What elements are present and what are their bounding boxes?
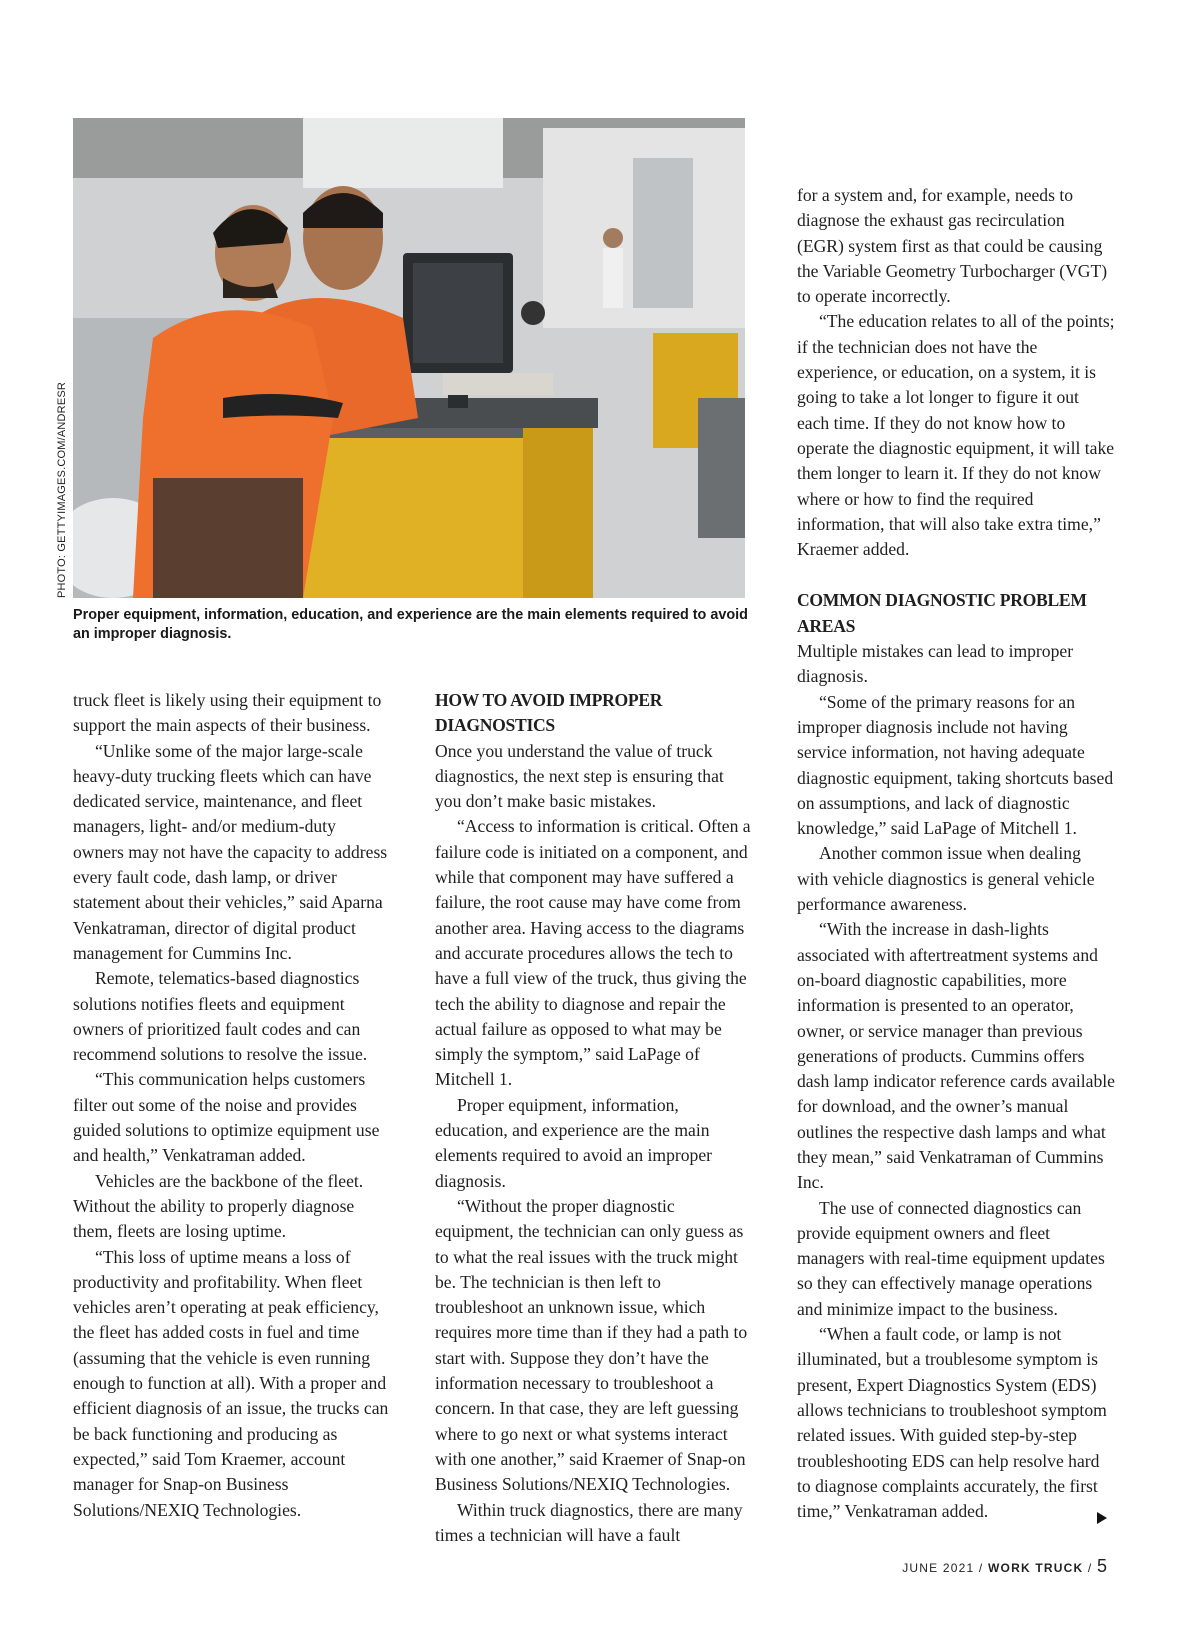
article-column-1 (73, 688, 391, 1523)
paragraph: “This loss of uptime means a loss of productivity and profitability. When fleet vehicles aren’t operating at peak efficiency, the fleet has added costs in fuel and time (assuming that the vehicle is even running enough to function at all). With a proper and efficient diagnosis of an issue, the trucks can be back functioning and producing as expected,” said Tom Kraemer, account manager for Snap-on Business Solutions/NEXIQ Technologies. (73, 1246, 389, 1520)
page-number: 5 (1096, 1556, 1107, 1576)
footer-separator: / (978, 1561, 984, 1575)
paragraph: “Some of the primary reasons for an improper diagnosis include not having service information, not having adequate diagnostic equipment, taking shortcuts based on assumptions, and lack of diagnostic knowledge,” said LaPage of Mitchell 1. (797, 691, 1114, 839)
article-column-3 (797, 183, 1115, 1524)
article-photo (73, 118, 745, 598)
page-footer (902, 1556, 1107, 1577)
paragraph: Proper equipment, information, education, and experience are the main elements required to avoid an improper diagnosis. (435, 1094, 713, 1191)
paragraph: “Without the proper diagnostic equipment, the technician can only guess as to what the real issues with the truck might be. The technician is then left to troubleshoot an unknown issue, which requires more time than if they had a path to start with. Suppose they don’t have the information necessary to troubleshoot a concern. In that case, they are left guessing where to go next or what systems interact with one another,” said Kraemer of Snap-on Business Solutions/NEXIQ Technologies. (435, 1195, 748, 1495)
issue-date: JUNE 2021 (902, 1561, 975, 1575)
article-column-2 (435, 688, 753, 1548)
paragraph: The use of connected diagnostics can provide equipment owners and fleet managers with real-time equipment updates so they can effectively manage operations and minimize impact to the business. (797, 1197, 1105, 1319)
paragraph: “The education relates to all of the points; if the technician does not have the experience, or education, on a system, it is going to take a lot longer to figure it out each time. If they do not know how to operate the diagnostic equipment, it will take them longer to learn it. If they do not know where or how to find the required information, that will also take extra time,” Kraemer added. (797, 311, 1115, 560)
paragraph: Multiple mistakes can lead to improper diagnosis. (797, 641, 1074, 687)
paragraph: Within truck diagnostics, there are many times a technician will have a fault (435, 1499, 743, 1545)
footer-separator: / (1087, 1561, 1093, 1575)
paragraph: Vehicles are the backbone of the fleet. Without the ability to properly diagnose them, fleets are losing uptime. (73, 1170, 364, 1242)
paragraph: for a system and, for example, needs to diagnose the exhaust gas recirculation (EGR) system first as that could be causing the Variable Geometry Turbocharger (VGT) to operate incorrectly. (797, 185, 1108, 307)
paragraph: truck fleet is likely using their equipment to support the main aspects of their business. (73, 690, 382, 736)
section-heading: COMMON DIAGNOSTIC PROBLEM AREAS (797, 590, 1087, 636)
section-heading: HOW TO AVOID IMPROPER DIAGNOSTICS (435, 690, 663, 736)
paragraph: “With the increase in dash-lights associated with aftertreatment systems and on-board diagnostic capabilities, more information is presented to an operator, owner, or service manager than previous generations of products. Cummins offers dash lamp indicator reference cards available for download, and the owner’s manual outlines the respective dash lamps and what they mean,” said Venkatraman of Cummins Inc. (797, 919, 1115, 1193)
paragraph: Once you understand the value of truck diagnostics, the next step is ensuring that you don’t make basic mistakes. (435, 740, 724, 812)
paragraph: Remote, telematics-based diagnostics solutions notifies fleets and equipment owners of prioritized fault codes and can recommend solutions to resolve the issue. (73, 968, 368, 1065)
paragraph: “Access to information is critical. Often a failure code is initiated on a component, and while that component may have suffered a failure, the root cause may have come from another area. Having access to the diagrams and accurate procedures allows the tech to have a full view of the truck, thus giving the tech the ability to diagnose and repair the actual failure as opposed to what may be simply the symptom,” said LaPage of Mitchell 1. (435, 816, 751, 1090)
paragraph: Another common issue when dealing with vehicle diagnostics is general vehicle performance awareness. (797, 843, 1095, 915)
paragraph: “When a fault code, or lamp is not illuminated, but a troublesome symptom is present, Expert Diagnostics System (EDS) allows technicians to troubleshoot symptom related issues. With guided step-by-step troubleshooting EDS can help resolve hard to diagnose complaints accurately, the first time,” Venkatraman added. (797, 1324, 1107, 1522)
paragraph: “Unlike some of the major large-scale heavy-duty trucking fleets which can have dedicated service, maintenance, and fleet managers, light- and/or medium-duty owners may not have the capacity to address every fault code, dash lamp, or driver statement about their vehicles,” said Aparna Venkatraman, director of digital product management for Cummins Inc. (73, 740, 388, 963)
photo-caption: Proper equipment, information, education, and experience are the main elements required to avoid an improper diagnosis. (73, 607, 748, 642)
photo-credit: PHOTO: GETTYIMAGES.COM/ANDRESR (56, 381, 68, 598)
technicians-photo-illustration (73, 118, 745, 598)
paragraph: “This communication helps customers filter out some of the noise and provides guided solutions to optimize equipment use and health,” Venkatraman added. (73, 1069, 380, 1166)
magazine-name: WORK TRUCK (988, 1561, 1084, 1575)
continued-arrow-icon (1097, 1512, 1107, 1524)
